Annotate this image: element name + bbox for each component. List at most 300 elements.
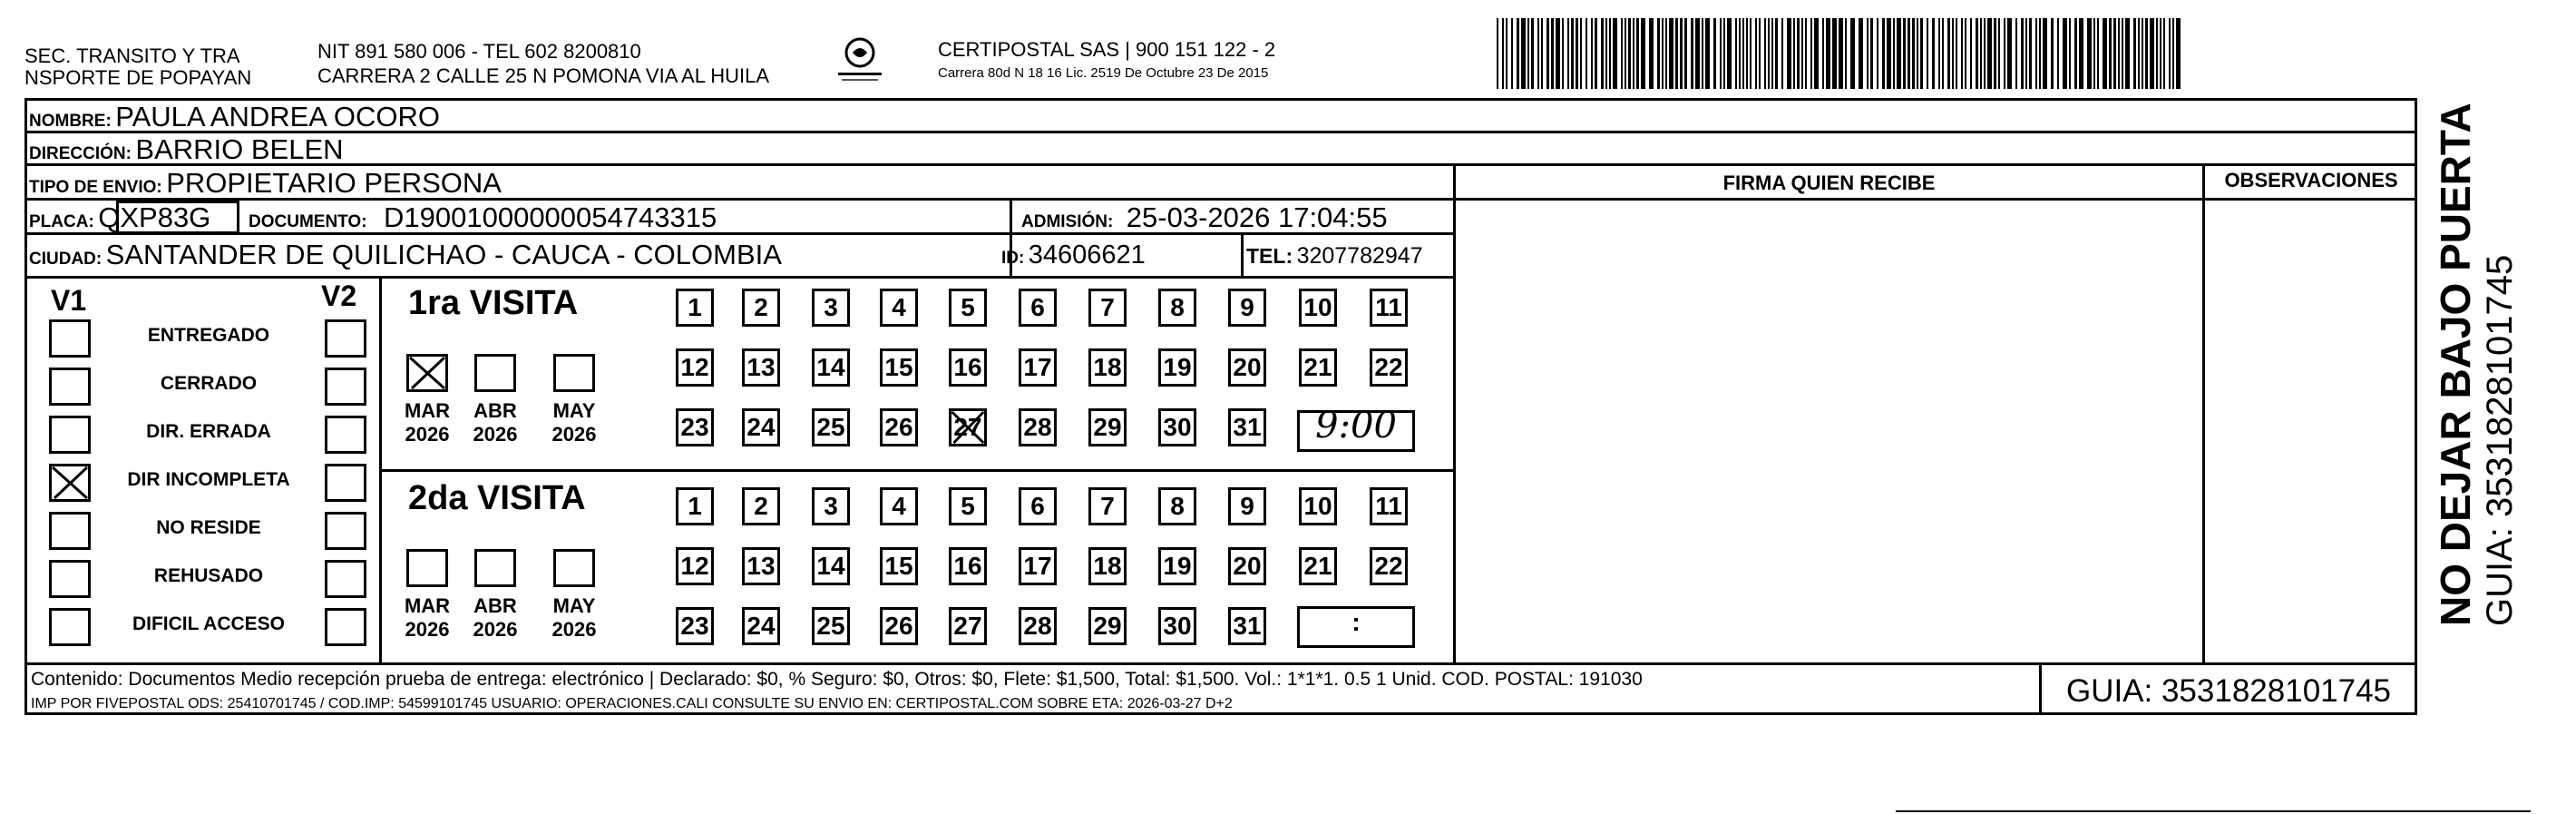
barcode-bar [2109, 18, 2112, 89]
barcode-bar [1998, 18, 2000, 89]
barcode-bar [1771, 18, 1773, 89]
visit1-day-box[interactable]: 11 [1370, 289, 1408, 327]
visit2-month-label [545, 594, 603, 642]
documento-value: D19001000000054743315 [384, 201, 717, 233]
barcode-bar [2079, 18, 2083, 89]
barcode-bar [1832, 18, 1837, 89]
status-label: REHUSADO [153, 565, 264, 586]
status-v1-checkbox[interactable] [49, 416, 91, 454]
visit1-day-box[interactable]: 17 [1019, 348, 1057, 387]
visit1-day-box[interactable]: 23 [676, 408, 714, 446]
carrier-line-2: Carrera 80d N 18 16 Lic. 2519 De Octubre 23 De 2015 [938, 65, 1269, 81]
visit1-month-label [545, 399, 603, 446]
visit2-day-box[interactable]: 31 [1228, 607, 1266, 645]
status-v1-checkbox[interactable] [49, 512, 91, 550]
visit2-day-box[interactable]: 17 [1019, 547, 1057, 585]
tel-value: 3207782947 [1296, 243, 1423, 269]
barcode-bar [1970, 18, 1972, 89]
month-year: 2026 [551, 618, 597, 641]
barcode-bar [1595, 18, 1597, 89]
barcode-bar [1723, 18, 1725, 89]
no-dejar-text: NO DEJAR BAJO PUERTA [2432, 103, 2479, 626]
tipo-value: PROPIETARIO PERSONA [166, 167, 502, 199]
visit2-day-box[interactable]: 30 [1158, 607, 1196, 645]
visit1-month-label [398, 399, 456, 446]
barcode-bar [1870, 18, 1873, 89]
barcode-bar [1517, 18, 1519, 89]
barcode-bar [1665, 18, 1667, 89]
barcode-bar [1662, 18, 1664, 89]
barcode-bar [2172, 18, 2174, 89]
nombre-row [29, 101, 440, 133]
visit2-title: 2da VISITA [408, 479, 586, 517]
row-divider [24, 662, 2417, 665]
barcode-bar [2125, 18, 2130, 89]
visit1-day-box[interactable]: 21 [1299, 348, 1337, 387]
visit2-day-box[interactable]: 16 [949, 547, 987, 585]
barcode-bar [2007, 18, 2012, 89]
tipo-row [29, 167, 502, 200]
col-divider [2202, 163, 2205, 662]
barcode-bar [1531, 18, 1534, 89]
status-v1-checkbox[interactable] [49, 368, 91, 406]
visit2-day-box[interactable]: 4 [880, 487, 918, 525]
barcode-bar [2133, 18, 2136, 89]
status-v2-checkbox[interactable] [325, 416, 366, 454]
visit1-day-box[interactable]: 29 [1088, 408, 1127, 446]
barcode-bar [1669, 18, 1673, 89]
status-v2-checkbox[interactable] [325, 560, 366, 598]
visit2-day-box[interactable]: 26 [880, 607, 918, 645]
visit2-day-box[interactable]: 24 [742, 607, 780, 645]
barcode-bar [1768, 18, 1770, 89]
barcode-bar [2043, 18, 2047, 89]
admision-cell [1021, 201, 1388, 234]
barcode-bar [2069, 18, 2071, 89]
visit1-day-box[interactable]: 28 [1019, 408, 1057, 446]
barcode-bar [1965, 18, 1966, 89]
barcode-bar [1691, 18, 1693, 89]
visit1-day-box[interactable]: 26 [880, 408, 918, 446]
month-year: 2026 [405, 618, 450, 641]
barcode-bar [1805, 18, 1807, 89]
barcode-bar [1636, 18, 1639, 89]
visit1-day-box[interactable]: 6 [1019, 289, 1057, 327]
visit2-day-box[interactable]: 9 [1228, 487, 1266, 525]
month-name: MAR [404, 594, 451, 617]
visit2-day-box[interactable]: 19 [1158, 547, 1196, 585]
status-label: ENTREGADO [147, 325, 270, 346]
barcode-bar [1537, 18, 1539, 89]
visit1-day-box[interactable]: 24 [742, 408, 780, 446]
barcode-bar [2074, 18, 2077, 89]
month-year: 2026 [473, 618, 518, 641]
visit1-day-box[interactable]: 10 [1299, 289, 1337, 327]
barcode-bar [1625, 18, 1626, 89]
barcode-bar [1609, 18, 1611, 89]
visit1-day-box[interactable]: 9 [1228, 289, 1266, 327]
visit1-month-label [466, 399, 524, 446]
barcode-bar [2118, 18, 2120, 89]
barcode-bar [1984, 18, 1986, 89]
barcode-bar [1917, 18, 1918, 89]
status-v1-checkbox[interactable] [49, 608, 91, 646]
barcode-bar [1893, 18, 1895, 89]
barcode-bar [1580, 18, 1582, 89]
row-divider [1453, 198, 2417, 201]
visit1-title: 1ra VISITA [408, 284, 579, 322]
visit2-day-box[interactable]: 29 [1088, 607, 1127, 645]
barcode-bar [1932, 18, 1935, 89]
visit2-day-box[interactable]: 14 [812, 547, 850, 585]
visit1-day-box[interactable]: 20 [1228, 348, 1266, 387]
barcode-bar [1735, 18, 1737, 89]
visit2-day-box[interactable]: 13 [742, 547, 780, 585]
month-name: MAR [404, 399, 451, 422]
visit2-month-checkbox[interactable] [406, 549, 448, 587]
visit1-month-checkbox[interactable] [406, 354, 448, 392]
nombre-label: NOMBRE: [29, 112, 112, 131]
status-label: CERRADO [160, 373, 258, 394]
visit1-day-box[interactable]: 8 [1158, 289, 1196, 327]
barcode-bar [2039, 18, 2041, 89]
barcode-icon [1495, 18, 2186, 89]
visit1-day-box[interactable]: 7 [1088, 289, 1127, 327]
visit1-day-box[interactable]: 19 [1158, 348, 1196, 387]
barcode-bar [1511, 18, 1513, 89]
ciudad-value: SANTANDER DE QUILICHAO - CAUCA - COLOMBIA [105, 239, 782, 270]
barcode-bar [2150, 18, 2154, 89]
visit2-day-box[interactable]: 27 [949, 607, 987, 645]
barcode-bar [2113, 18, 2116, 89]
visit2-month-label [398, 594, 456, 642]
visit1-day-box[interactable]: 4 [880, 289, 918, 327]
placa-label: PLACA: [29, 212, 94, 231]
barcode-bar [1521, 18, 1526, 89]
documento-label: DOCUMENTO: [249, 212, 367, 231]
visit1-month-checkbox[interactable] [474, 354, 516, 392]
barcode-bar [1956, 18, 1957, 89]
sender-line-1: SEC. TRANSITO Y TRA [24, 44, 240, 67]
month-year: 2026 [551, 423, 597, 446]
barcode-bar [1742, 18, 1744, 89]
visit1-day-box[interactable] [949, 408, 987, 446]
visit2-day-box[interactable]: 15 [880, 547, 918, 585]
visit1-day-box[interactable]: 2 [742, 289, 780, 327]
id-label: ID: [1001, 249, 1025, 268]
barcode-bar [1920, 18, 1923, 89]
ciudad-cell [29, 239, 782, 271]
visit2-day-box[interactable]: 8 [1158, 487, 1196, 525]
footer-line-1: Contenido: Documentos Medio recepción prueba de entrega: electrónico | Declarado: $0, % Seguro: $0, Otros: $0, Flete: $1,500, Total: $1,500. Vol.: 1*1*1. 0.5 1 Unid. COD. POSTAL: 191030 [31, 669, 1643, 690]
barcode-bar [2160, 18, 2161, 89]
barcode-bar [2169, 18, 2171, 89]
visit1-day-box[interactable]: 22 [1370, 348, 1408, 387]
barcode-bar [2103, 18, 2107, 89]
barcode-bar [1764, 18, 1766, 89]
firma-header: FIRMA QUIEN RECIBE [1722, 172, 1936, 194]
barcode-bar [1759, 18, 1761, 89]
barcode-bar [2029, 18, 2032, 89]
barcode-bar [1551, 18, 1554, 89]
status-v1-checkbox[interactable] [49, 319, 91, 358]
status-v2-checkbox[interactable] [325, 512, 366, 550]
visit2-day-box[interactable]: 22 [1370, 547, 1408, 585]
barcode-bar [2163, 18, 2165, 89]
barcode-bar [1649, 18, 1654, 89]
barcode-bar [1576, 18, 1578, 89]
barcode-bar [2122, 18, 2123, 89]
ciudad-label: CIUDAD: [29, 250, 102, 269]
visit2-time-placeholder: : [1351, 608, 1361, 636]
barcode-bar [2025, 18, 2027, 89]
barcode-bar [2057, 18, 2059, 89]
tel-label: TEL: [1246, 244, 1293, 268]
barcode-bar [1801, 18, 1803, 89]
status-label: NO RESIDE [156, 517, 261, 538]
barcode-bar [1720, 18, 1722, 89]
nit-line-2: CARRERA 2 CALLE 25 N POMONA VIA AL HUILA [317, 64, 770, 87]
barcode-bar [1775, 18, 1778, 89]
col-divider [379, 276, 382, 662]
row-divider [379, 469, 1453, 472]
visit2-day-box[interactable]: 28 [1019, 607, 1057, 645]
barcode-bar [1601, 18, 1604, 89]
barcode-bar [1980, 18, 1982, 89]
visit2-day-box[interactable]: 20 [1228, 547, 1266, 585]
barcode-bar [1702, 18, 1703, 89]
visit2-month-checkbox[interactable] [553, 549, 595, 587]
barcode-bar [1994, 18, 1996, 89]
status-v2-checkbox[interactable] [325, 464, 366, 502]
visit2-day-box[interactable]: 7 [1088, 487, 1127, 525]
barcode-bar [1641, 18, 1645, 89]
barcode-bar [1562, 18, 1564, 89]
status-v2-checkbox[interactable] [325, 608, 366, 646]
barcode-bar [1556, 18, 1560, 89]
visit2-day-box[interactable]: 12 [676, 547, 714, 585]
status-v1-checkbox[interactable] [49, 464, 91, 502]
month-name: ABR [473, 594, 517, 617]
visit1-day-box[interactable]: 5 [949, 289, 987, 327]
barcode-bar [1613, 18, 1617, 89]
v2-label: V2 [321, 280, 357, 312]
barcode-bar [2093, 18, 2095, 89]
barcode-bar [1839, 18, 1843, 89]
visit2-month-label [466, 594, 524, 642]
barcode-bar [1897, 18, 1901, 89]
barcode-bar [2142, 18, 2143, 89]
visit2-day-box[interactable]: 5 [949, 487, 987, 525]
barcode-bar [1739, 18, 1741, 89]
side-guia-text: GUIA: 3531828101745 [2480, 254, 2520, 626]
barcode-bar [1912, 18, 1915, 89]
id-cell [1001, 240, 1146, 270]
barcode-bar [2035, 18, 2037, 89]
visit2-day-box[interactable]: 18 [1088, 547, 1127, 585]
barcode-bar [2021, 18, 2024, 89]
visit1-day-box[interactable]: 14 [812, 348, 850, 387]
barcode-bar [1675, 18, 1678, 89]
barcode-bar [1781, 18, 1783, 89]
direccion-value: BARRIO BELEN [135, 133, 344, 165]
visit1-month-checkbox[interactable] [553, 354, 595, 392]
row-divider [24, 276, 1453, 279]
barcode-bar [2097, 18, 2099, 89]
barcode-bar [2145, 18, 2148, 89]
barcode-bar [1527, 18, 1529, 89]
visit1-day-box[interactable]: 18 [1088, 348, 1127, 387]
row-divider [24, 163, 2417, 166]
status-label: DIFICIL ACCESO [132, 613, 285, 634]
visit1-day-box[interactable]: 25 [812, 408, 850, 446]
placa-value: QXP83G [98, 201, 211, 233]
id-value: 34606621 [1028, 240, 1146, 270]
documento-cell [249, 201, 717, 234]
barcode-bar [1947, 18, 1950, 89]
status-v2-checkbox[interactable] [325, 368, 366, 406]
barcode-bar [1822, 18, 1824, 89]
barcode-bar [1938, 18, 1940, 89]
col-divider [2039, 662, 2042, 715]
visit2-month-checkbox[interactable] [474, 549, 516, 587]
barcode-bar [1705, 18, 1710, 89]
footer-guia: GUIA: 3531828101745 [2065, 673, 2392, 709]
status-v1-checkbox[interactable] [49, 560, 91, 598]
barcode-bar [1506, 18, 1508, 89]
barcode-bar [1750, 18, 1751, 89]
visit2-day-box[interactable]: 11 [1370, 487, 1408, 525]
status-label: DIR INCOMPLETA [127, 469, 290, 490]
barcode-bar [1591, 18, 1593, 89]
v1-label: V1 [51, 284, 87, 317]
visit2-day-box[interactable]: 1 [676, 487, 714, 525]
barcode-bar [1877, 18, 1878, 89]
checked-day-number: 27 [953, 413, 982, 441]
visit1-day-box[interactable]: 31 [1228, 408, 1266, 446]
admision-value: 25-03-2026 17:04:55 [1126, 201, 1388, 233]
visit2-day-box[interactable]: 2 [742, 487, 780, 525]
direccion-row [29, 133, 344, 166]
placa-box [116, 201, 239, 234]
month-name: MAY [552, 594, 596, 617]
col-divider [1453, 163, 1456, 662]
visit2-day-box[interactable]: 23 [676, 607, 714, 645]
barcode-bar [2176, 18, 2181, 89]
barcode-bar [1746, 18, 1748, 89]
visit2-day-box[interactable]: 6 [1019, 487, 1057, 525]
barcode-bar [2051, 18, 2054, 89]
barcode-bar [1961, 18, 1963, 89]
month-name: ABR [473, 399, 517, 422]
barcode-bar [1680, 18, 1683, 89]
barcode-bar [2063, 18, 2067, 89]
barcode-bar [1547, 18, 1549, 89]
barcode-bar [1814, 18, 1819, 89]
visit1-day-box[interactable]: 16 [949, 348, 987, 387]
admision-label: ADMISIÓN: [1021, 212, 1114, 231]
barcode-bar [2156, 18, 2158, 89]
visit1-day-box[interactable]: 13 [742, 348, 780, 387]
month-year: 2026 [473, 423, 518, 446]
barcode-bar [1657, 18, 1660, 89]
barcode-bar [2004, 18, 2005, 89]
barcode-bar [1727, 18, 1732, 89]
barcode-bar [1605, 18, 1607, 89]
barcode-bar [1987, 18, 1992, 89]
barcode-bar [1586, 18, 1587, 89]
barcode-bar [1755, 18, 1757, 89]
barcode-bar [1903, 18, 1906, 89]
visit2-day-box[interactable]: 25 [812, 607, 850, 645]
visit2-day-box[interactable]: 21 [1299, 547, 1337, 585]
barcode-bar [1882, 18, 1885, 89]
barcode-bar [1684, 18, 1687, 89]
col-divider [1241, 232, 1244, 276]
barcode-bar [1810, 18, 1812, 89]
visit1-day-box[interactable]: 30 [1158, 408, 1196, 446]
footer-line-2: IMP POR FIVEPOSTAL ODS: 25410701745 / COD.IMP: 54599101745 USUARIO: OPERACIONES.CALI CONSULTE SU ENVIO EN: CERTIPOSTAL.COM SOBRE ETA: 2026-03-27 D+2 [31, 696, 1233, 711]
visit1-day-box[interactable]: 3 [812, 289, 850, 327]
barcode-bar [1942, 18, 1944, 89]
barcode-bar [1976, 18, 1978, 89]
barcode-bar [1713, 18, 1716, 89]
month-name: MAY [552, 399, 596, 422]
visit2-day-box[interactable]: 3 [812, 487, 850, 525]
barcode-bar [1867, 18, 1869, 89]
barcode-bar [1927, 18, 1928, 89]
barcode-bar [2138, 18, 2140, 89]
barcode-bar [1850, 18, 1855, 89]
barcode-bar [1787, 18, 1791, 89]
barcode-bar [1845, 18, 1847, 89]
visit1-day-box[interactable]: 1 [676, 289, 714, 327]
visit2-day-box[interactable]: 10 [1299, 487, 1337, 525]
barcode-bar [1621, 18, 1623, 89]
barcode-bar [1502, 18, 1504, 89]
tel-cell [1246, 243, 1423, 270]
visit1-time-value: 9:00 [1315, 405, 1397, 446]
carrier-logo-icon [833, 34, 887, 91]
barcode-bar [1567, 18, 1569, 89]
status-v2-checkbox[interactable] [325, 319, 366, 358]
direccion-label: DIRECCIÓN: [29, 144, 132, 163]
barcode-bar [2087, 18, 2092, 89]
barcode-bar [1797, 18, 1800, 89]
visit1-day-box[interactable]: 12 [676, 348, 714, 387]
side-text-block [2431, 103, 2540, 626]
sender-line-2: NSPORTE DE POPAYAN [24, 66, 252, 89]
barcode-bar [1859, 18, 1863, 89]
barcode-bar [1633, 18, 1634, 89]
carrier-line-1: CERTIPOSTAL SAS | 900 151 122 - 2 [938, 38, 1276, 61]
bottom-line [1896, 810, 2531, 812]
barcode-bar [1826, 18, 1830, 89]
barcode-bar [1628, 18, 1631, 89]
barcode-bar [1695, 18, 1700, 89]
visit1-day-box[interactable]: 15 [880, 348, 918, 387]
barcode-bar [1541, 18, 1543, 89]
barcode-bar [2015, 18, 2017, 89]
nombre-value: PAULA ANDREA OCORO [115, 101, 440, 132]
nit-line-1: NIT 891 580 006 - TEL 602 8200810 [317, 40, 641, 63]
barcode-bar [1571, 18, 1574, 89]
day-cross-mark [951, 411, 984, 444]
barcode-bar [1497, 18, 1498, 89]
barcode-bar [1908, 18, 1910, 89]
barcode-bar [1793, 18, 1795, 89]
barcode-bar [1887, 18, 1891, 89]
